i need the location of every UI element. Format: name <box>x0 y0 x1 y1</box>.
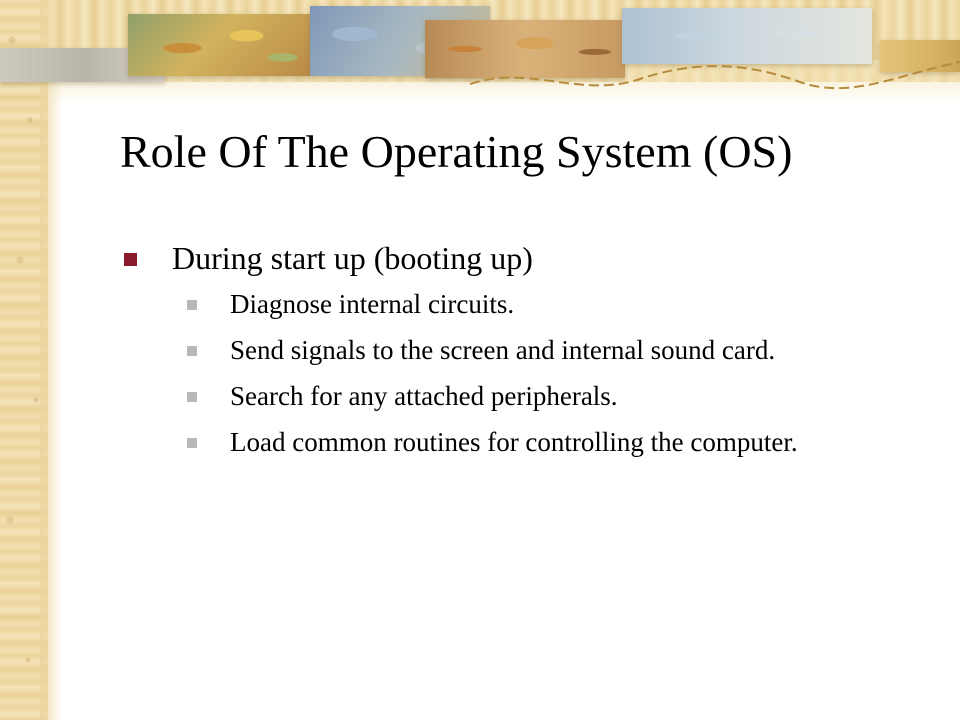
left-border-fade <box>40 0 62 720</box>
square-bullet-icon <box>187 346 197 356</box>
sub-bullet-text: Send signals to the screen and internal sound card. <box>230 335 776 365</box>
square-bullet-icon <box>124 253 137 266</box>
sub-bullet-text: Load common routines for controlling the computer. <box>230 427 798 457</box>
slide-title: Role Of The Operating System (OS) <box>120 126 793 177</box>
sub-bullet-item <box>120 380 910 413</box>
bullet-text: During start up (booting up) <box>172 240 533 276</box>
sub-bullet-text: Diagnose internal circuits. <box>230 289 515 319</box>
sub-bullet-list <box>120 288 910 459</box>
sub-bullet-item <box>120 288 910 321</box>
sub-bullet-item <box>120 334 910 367</box>
bullet-item <box>120 238 910 278</box>
square-bullet-icon <box>187 392 197 402</box>
bullet-list <box>120 238 910 472</box>
square-bullet-icon <box>187 438 197 448</box>
sub-bullet-item <box>120 426 910 459</box>
decorative-swirl-line <box>470 44 960 104</box>
square-bullet-icon <box>187 300 197 310</box>
sub-bullet-text: Search for any attached peripherals. <box>230 381 618 411</box>
header-collage-leaves <box>128 14 310 76</box>
